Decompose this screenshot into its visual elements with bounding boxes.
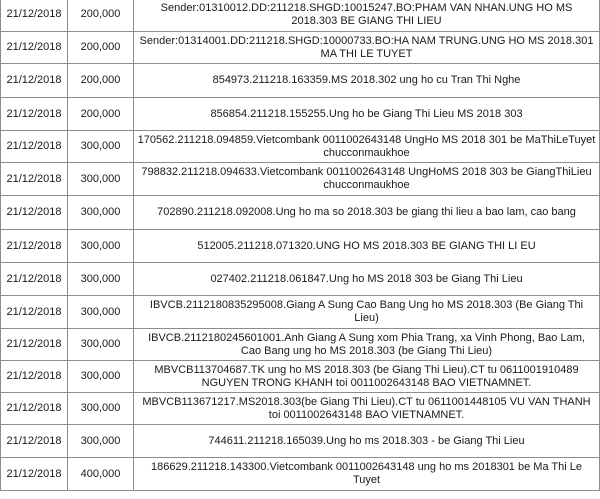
amount-cell: 300,000 (68, 230, 134, 263)
table-row (1, 196, 600, 230)
table-row (1, 296, 600, 329)
date-cell: 21/12/2018 (1, 163, 68, 196)
amount-cell: 300,000 (68, 425, 134, 458)
content-cell: 798832.211218.094633.Vietcombank 0011002643148 UngHoMS 2018 303 be GiangThiLieu chucconmaukhoe (134, 163, 600, 196)
amount-cell: 300,000 (68, 361, 134, 393)
content-cell: 170562.211218.094859.Vietcombank 0011002643148 UngHo MS 2018 301 be MaThiLeTuyet chucconmaukhoe (134, 131, 600, 163)
amount-cell: 400,000 (68, 458, 134, 491)
content-cell: 854973.211218.163359.MS 2018.302 ung ho cu Tran Thi Nghe (134, 64, 600, 98)
amount-cell: 300,000 (68, 393, 134, 425)
content-cell: 744611.211218.165039.Ung ho ms 2018.303 - be Giang Thi Lieu (134, 425, 600, 458)
table-row (1, 230, 600, 263)
amount-cell: 300,000 (68, 296, 134, 329)
content-cell: IBVCB.2112180835295008.Giang A Sung Cao Bang Ung ho MS 2018.303 (Be Giang Thi Lieu) (134, 296, 600, 329)
content-cell: 856854.211218.155255.Ung ho be Giang Thi Lieu MS 2018 303 (134, 98, 600, 131)
content-cell: MBVCB113671217.MS2018.303(be Giang Thi Lieu).CT tu 0611001448105 VU VAN THANH toi 0011002643148 BAO VIETNAMNET. (134, 393, 600, 425)
date-cell: 21/12/2018 (1, 393, 68, 425)
content-cell: 702890.211218.092008.Ung ho ma so 2018.303 be giang thi lieu a bao lam, cao bang (134, 196, 600, 230)
table-row (1, 425, 600, 458)
table-row (1, 32, 600, 64)
date-cell: 21/12/2018 (1, 0, 68, 32)
table-row (1, 393, 600, 425)
date-cell: 21/12/2018 (1, 329, 68, 361)
table-row (1, 98, 600, 131)
content-cell: 027402.211218.061847.Ung ho MS 2018 303 be Giang Thi Lieu (134, 263, 600, 296)
table-row (1, 458, 600, 491)
date-cell: 21/12/2018 (1, 296, 68, 329)
table-row (1, 361, 600, 393)
date-cell: 21/12/2018 (1, 230, 68, 263)
table-row (1, 263, 600, 296)
date-cell: 21/12/2018 (1, 263, 68, 296)
date-cell: 21/12/2018 (1, 196, 68, 230)
date-cell: 21/12/2018 (1, 361, 68, 393)
table-row (1, 329, 600, 361)
date-cell: 21/12/2018 (1, 64, 68, 98)
amount-cell: 200,000 (68, 0, 134, 32)
table-row (1, 64, 600, 98)
date-cell: 21/12/2018 (1, 32, 68, 64)
date-cell: 21/12/2018 (1, 131, 68, 163)
date-cell: 21/12/2018 (1, 458, 68, 491)
content-cell: MBVCB113704687.TK ung ho MS 2018.303 (be Giang Thi Lieu).CT tu 0611001910489 NGUYEN TRONG KHANH toi 0011002643148 BAO VIETNAMNET. (134, 361, 600, 393)
amount-cell: 300,000 (68, 263, 134, 296)
table-row (1, 163, 600, 196)
amount-cell: 300,000 (68, 163, 134, 196)
content-cell: IBVCB.2112180245601001.Anh Giang A Sung xom Phia Trang, xa Vinh Phong, Bao Lam, Cao Bang ung ho MS 2018.303 (be Giang Thi Lieu) (134, 329, 600, 361)
table-row (1, 0, 600, 32)
date-cell: 21/12/2018 (1, 425, 68, 458)
content-cell: Sender:01314001.DD:211218.SHGD:10000733.BO:HA NAM TRUNG.UNG HO MS 2018.301 MA THI LE TUYET (134, 32, 600, 64)
date-cell: 21/12/2018 (1, 98, 68, 131)
amount-cell: 200,000 (68, 32, 134, 64)
content-cell: 186629.211218.143300.Vietcombank 0011002643148 ung ho ms 2018301 be Ma Thi Le Tuyet (134, 458, 600, 491)
amount-cell: 300,000 (68, 196, 134, 230)
amount-cell: 300,000 (68, 329, 134, 361)
amount-cell: 200,000 (68, 98, 134, 131)
content-cell: 512005.211218.071320.UNG HO MS 2018.303 BE GIANG THI LI EU (134, 230, 600, 263)
content-cell: Sender:01310012.DD:211218.SHGD:10015247.BO:PHAM VAN NHAN.UNG HO MS 2018.303 BE GIANG THI LIEU (134, 0, 600, 32)
amount-cell: 300,000 (68, 131, 134, 163)
amount-cell: 200,000 (68, 64, 134, 98)
table-row (1, 131, 600, 163)
